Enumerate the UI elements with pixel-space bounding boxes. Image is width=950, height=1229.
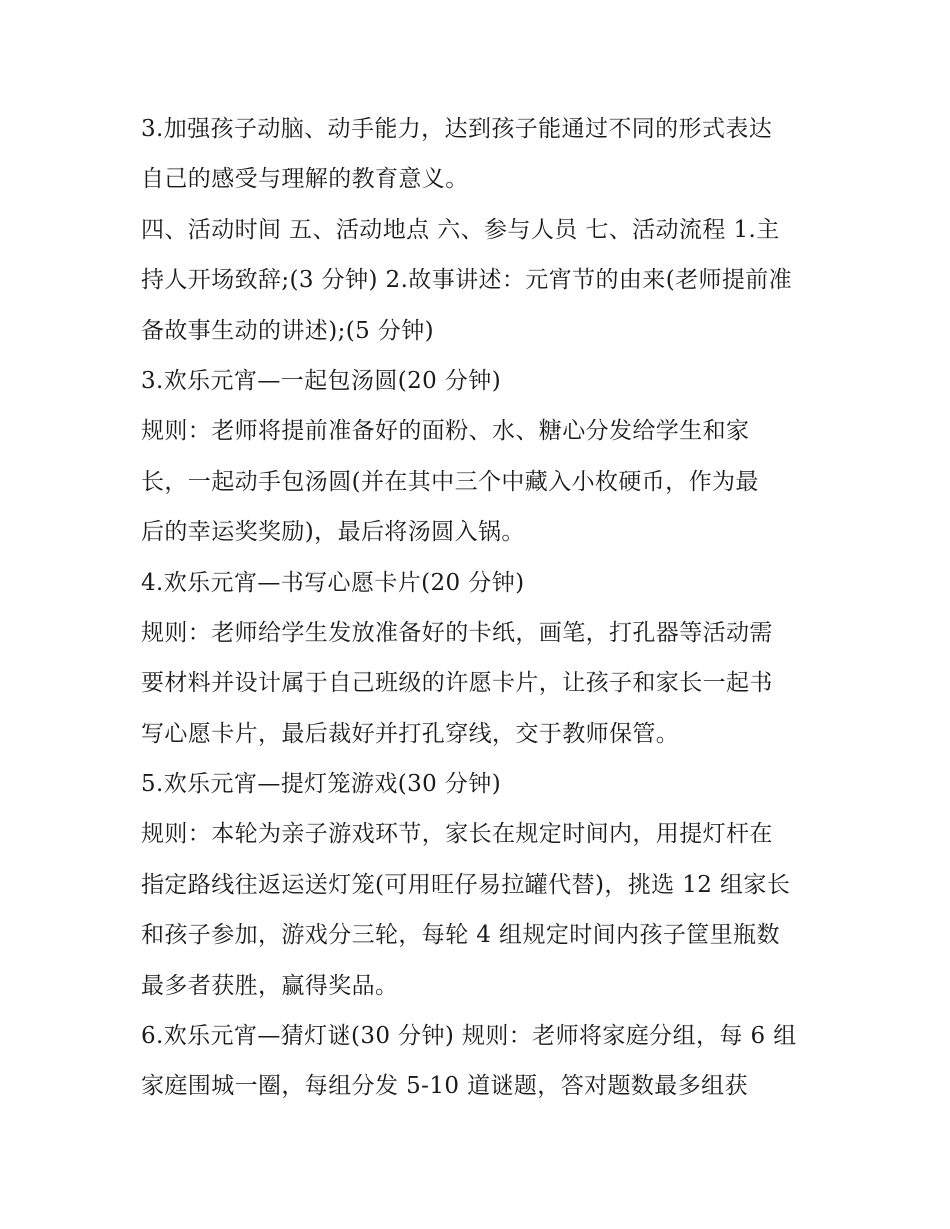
- text-line: 3.欢乐元宵—一起包汤圆(20 分钟): [141, 367, 502, 394]
- text-line: 4.欢乐元宵—书写心愿卡片(20 分钟): [141, 569, 525, 596]
- text-line: 要材料并设计属于自己班级的许愿卡片，让孩子和家长一起书: [141, 670, 773, 697]
- text-line: 指定路线往返运送灯笼(可用旺仔易拉罐代替)，挑选 12 组家长: [141, 871, 791, 898]
- text-line: 6.欢乐元宵—猜灯谜(30 分钟) 规则：老师将家庭分组，每 6 组: [141, 1023, 797, 1050]
- text-line: 规则：老师给学生发放准备好的卡纸，画笔，打孔器等活动需: [141, 619, 773, 646]
- text-line: 持人开场致辞;(3 分钟) 2.故事讲述：元宵节的由来(老师提前准: [141, 267, 793, 294]
- text-line: 备故事生动的讲述);(5 分钟): [141, 317, 435, 344]
- text-line: 写心愿卡片，最后裁好并打孔穿线，交于教师保管。: [141, 720, 680, 747]
- text-line: 家庭围城一圈，每组分发 5-10 道谜题，答对题数最多组获: [141, 1073, 748, 1100]
- text-line: 后的幸运奖奖励)，最后将汤圆入锅。: [141, 519, 525, 546]
- text-line: 四、活动时间 五、活动地点 六、参与人员 七、活动流程 1.主: [141, 216, 780, 243]
- text-line: 5.欢乐元宵—提灯笼游戏(30 分钟): [141, 771, 502, 798]
- text-line: 最多者获胜，赢得奖品。: [141, 972, 399, 999]
- text-line: 自己的感受与理解的教育意义。: [141, 166, 469, 193]
- document-body: [141, 104, 821, 1112]
- text-line: 3.加强孩子动脑、动手能力，达到孩子能通过不同的形式表达: [141, 116, 773, 142]
- text-line: 规则：老师将提前准备好的面粉、水、糖心分发给学生和家: [141, 418, 750, 445]
- text-line: 长，一起动手包汤圆(并在其中三个中藏入小枚硬币，作为最: [141, 468, 759, 495]
- text-line: 和孩子参加，游戏分三轮，每轮 4 组规定时间内孩子筐里瓶数: [141, 922, 780, 949]
- text-line: 规则：本轮为亲子游戏环节，家长在规定时间内，用提灯杆在: [141, 821, 773, 848]
